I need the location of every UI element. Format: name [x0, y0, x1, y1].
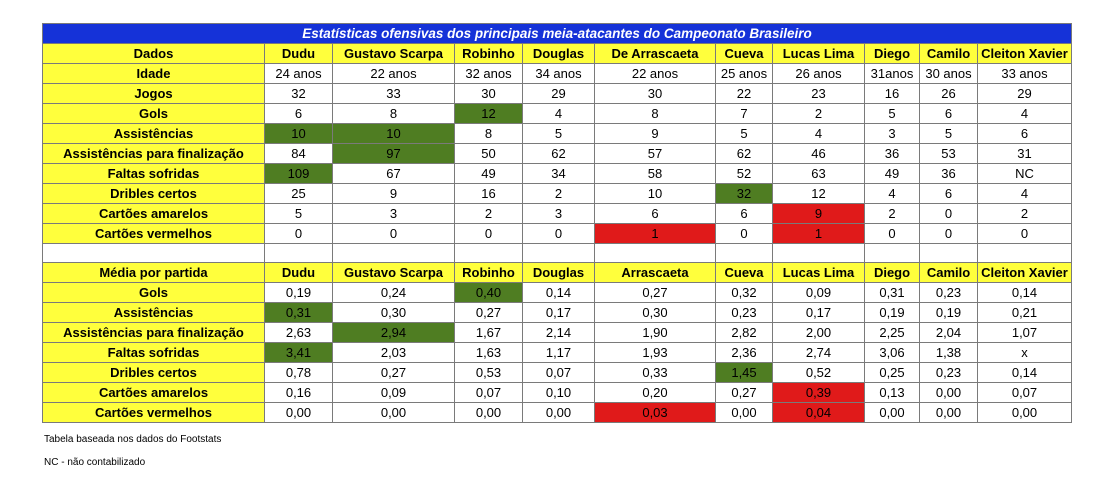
table-row — [43, 164, 1072, 184]
stat-cell: 25 — [265, 184, 333, 204]
stat-cell: 29 — [523, 84, 595, 104]
stat-cell: 1,93 — [595, 343, 716, 363]
stat-cell: 3,06 — [865, 343, 920, 363]
stat-cell: 5 — [865, 104, 920, 124]
stat-cell: 0,53 — [455, 363, 523, 383]
stat-cell: 5 — [265, 204, 333, 224]
stat-cell: 0,30 — [333, 303, 455, 323]
stat-cell: 1,90 — [595, 323, 716, 343]
stat-cell: 0,24 — [333, 283, 455, 303]
stat-cell: 109 — [265, 164, 333, 184]
stat-cell: 12 — [455, 104, 523, 124]
stat-cell: 5 — [523, 124, 595, 144]
row-label: Cartões vermelhos — [43, 403, 265, 423]
empty-cell — [265, 244, 333, 263]
row-label: Gols — [43, 104, 265, 124]
player-header: Lucas Lima — [773, 263, 865, 283]
table-row — [43, 84, 1072, 104]
stats-sheet — [42, 23, 1072, 423]
row-label: Cartões amarelos — [43, 383, 265, 403]
row-label: Idade — [43, 64, 265, 84]
row-label: Assistências — [43, 124, 265, 144]
table-row — [43, 64, 1072, 84]
stat-cell: 0,27 — [595, 283, 716, 303]
stat-cell: NC — [978, 164, 1072, 184]
stat-cell: 0,00 — [920, 403, 978, 423]
stat-cell: 0,30 — [595, 303, 716, 323]
stat-cell: 2,74 — [773, 343, 865, 363]
player-header: Douglas — [523, 44, 595, 64]
stat-cell: 2,36 — [716, 343, 773, 363]
stat-cell: 31 — [978, 144, 1072, 164]
stat-cell: 2,04 — [920, 323, 978, 343]
stat-cell: 0,16 — [265, 383, 333, 403]
stat-cell: 1,63 — [455, 343, 523, 363]
stat-cell: 49 — [455, 164, 523, 184]
stat-cell: 33 anos — [978, 64, 1072, 84]
stat-cell: 0 — [523, 224, 595, 244]
stat-cell: 0,07 — [455, 383, 523, 403]
stat-cell: 84 — [265, 144, 333, 164]
stat-cell: 22 anos — [333, 64, 455, 84]
stat-cell: 0,10 — [523, 383, 595, 403]
stat-cell: 0,19 — [865, 303, 920, 323]
stat-cell: 25 anos — [716, 64, 773, 84]
stat-cell: 9 — [333, 184, 455, 204]
player-header: Lucas Lima — [773, 44, 865, 64]
stat-cell: 32 anos — [455, 64, 523, 84]
stat-cell: 0,32 — [716, 283, 773, 303]
stat-cell: 0,04 — [773, 403, 865, 423]
empty-cell — [43, 244, 265, 263]
stat-cell: 62 — [523, 144, 595, 164]
stat-cell: 2,03 — [333, 343, 455, 363]
stat-cell: 1,07 — [978, 323, 1072, 343]
table-row — [43, 403, 1072, 423]
stat-cell: 5 — [920, 124, 978, 144]
section-header-label: Média por partida — [43, 263, 265, 283]
stat-cell: 22 — [716, 84, 773, 104]
player-header: Camilo — [920, 44, 978, 64]
stat-cell: 0,13 — [865, 383, 920, 403]
stat-cell: 0 — [265, 224, 333, 244]
header-row — [43, 263, 1072, 283]
table-row — [43, 144, 1072, 164]
stat-cell: 49 — [865, 164, 920, 184]
stat-cell: 24 anos — [265, 64, 333, 84]
stat-cell: 0,00 — [333, 403, 455, 423]
player-header: Cleiton Xavier — [978, 44, 1072, 64]
stat-cell: 0,00 — [455, 403, 523, 423]
stat-cell: 2 — [978, 204, 1072, 224]
spacer-row — [43, 244, 1072, 263]
stat-cell: 2,00 — [773, 323, 865, 343]
stat-cell: 0,14 — [523, 283, 595, 303]
player-header: Diego — [865, 44, 920, 64]
stat-cell: 2,25 — [865, 323, 920, 343]
player-header: Gustavo Scarpa — [333, 263, 455, 283]
row-label: Gols — [43, 283, 265, 303]
stat-cell: 30 anos — [920, 64, 978, 84]
stat-cell: 0,14 — [978, 283, 1072, 303]
stat-cell: 6 — [716, 204, 773, 224]
stat-cell: 1,45 — [716, 363, 773, 383]
stat-cell: 0,03 — [595, 403, 716, 423]
stat-cell: 46 — [773, 144, 865, 164]
stat-cell: 3 — [865, 124, 920, 144]
row-label: Jogos — [43, 84, 265, 104]
stat-cell: 29 — [978, 84, 1072, 104]
stat-cell: 4 — [523, 104, 595, 124]
stat-cell: 0,00 — [716, 403, 773, 423]
section-header-label: Dados — [43, 44, 265, 64]
stat-cell: 62 — [716, 144, 773, 164]
stat-cell: 23 — [773, 84, 865, 104]
stat-cell: 2 — [455, 204, 523, 224]
source-note: Tabela baseada nos dados do Footstats — [44, 434, 222, 445]
stat-cell: 0,19 — [265, 283, 333, 303]
stat-cell: 53 — [920, 144, 978, 164]
stat-cell: 0,52 — [773, 363, 865, 383]
stat-cell: 0,00 — [265, 403, 333, 423]
empty-cell — [920, 244, 978, 263]
row-label: Dribles certos — [43, 184, 265, 204]
stat-cell: 0,23 — [716, 303, 773, 323]
stat-cell: 3 — [523, 204, 595, 224]
stat-cell: 0,31 — [265, 303, 333, 323]
stat-cell: 57 — [595, 144, 716, 164]
stat-cell: 0,00 — [978, 403, 1072, 423]
player-header: De Arrascaeta — [595, 44, 716, 64]
stat-cell: 2 — [523, 184, 595, 204]
row-label: Dribles certos — [43, 363, 265, 383]
stat-cell: 52 — [716, 164, 773, 184]
stat-cell: 16 — [455, 184, 523, 204]
stat-cell: 63 — [773, 164, 865, 184]
row-label: Assistências para finalização — [43, 323, 265, 343]
stat-cell: 58 — [595, 164, 716, 184]
stat-cell: 2 — [773, 104, 865, 124]
row-label: Faltas sofridas — [43, 343, 265, 363]
player-header: Dudu — [265, 44, 333, 64]
table-row — [43, 124, 1072, 144]
stat-cell: 5 — [716, 124, 773, 144]
stat-cell: 97 — [333, 144, 455, 164]
stat-cell: 1 — [773, 224, 865, 244]
stat-cell: 4 — [773, 124, 865, 144]
stat-cell: 0,09 — [773, 283, 865, 303]
stat-cell: 3 — [333, 204, 455, 224]
stat-cell: 0,27 — [455, 303, 523, 323]
player-header: Douglas — [523, 263, 595, 283]
stat-cell: 9 — [595, 124, 716, 144]
stat-cell: 0,33 — [595, 363, 716, 383]
stat-cell: 2,63 — [265, 323, 333, 343]
stat-cell: 4 — [978, 104, 1072, 124]
empty-cell — [865, 244, 920, 263]
table-row — [43, 184, 1072, 204]
stat-cell: 0,27 — [716, 383, 773, 403]
stat-cell: 1,38 — [920, 343, 978, 363]
player-header: Dudu — [265, 263, 333, 283]
table-title: Estatísticas ofensivas dos principais meia-atacantes do Campeonato Brasileiro — [43, 24, 1072, 44]
table-row — [43, 283, 1072, 303]
table-row — [43, 323, 1072, 343]
table-row — [43, 303, 1072, 323]
stat-cell: 0 — [716, 224, 773, 244]
player-header: Cleiton Xavier — [978, 263, 1072, 283]
empty-cell — [455, 244, 523, 263]
player-header: Robinho — [455, 44, 523, 64]
empty-cell — [333, 244, 455, 263]
stat-cell: 0 — [920, 224, 978, 244]
stat-cell: 12 — [773, 184, 865, 204]
row-label: Cartões vermelhos — [43, 224, 265, 244]
stat-cell: 9 — [773, 204, 865, 224]
stat-cell: 0,21 — [978, 303, 1072, 323]
stat-cell: 0 — [455, 224, 523, 244]
stat-cell: 36 — [865, 144, 920, 164]
stat-cell: 6 — [265, 104, 333, 124]
stat-cell: 0,78 — [265, 363, 333, 383]
stat-cell: 1,17 — [523, 343, 595, 363]
stat-cell: 16 — [865, 84, 920, 104]
stat-cell: 0 — [865, 224, 920, 244]
stat-cell: 0,31 — [865, 283, 920, 303]
stat-cell: 0,17 — [523, 303, 595, 323]
stat-cell: 1,67 — [455, 323, 523, 343]
stat-cell: 10 — [265, 124, 333, 144]
stat-cell: 0,23 — [920, 363, 978, 383]
player-header: Arrascaeta — [595, 263, 716, 283]
table-row — [43, 343, 1072, 363]
table-row — [43, 363, 1072, 383]
player-header: Camilo — [920, 263, 978, 283]
stat-cell: 0 — [333, 224, 455, 244]
stat-cell: 0 — [920, 204, 978, 224]
stat-cell: 10 — [333, 124, 455, 144]
stat-cell: 34 — [523, 164, 595, 184]
stat-cell: 1 — [595, 224, 716, 244]
stat-cell: 67 — [333, 164, 455, 184]
stat-cell: 26 — [920, 84, 978, 104]
stat-cell: 32 — [265, 84, 333, 104]
stats-table — [42, 23, 1072, 423]
empty-cell — [773, 244, 865, 263]
stat-cell: 2,94 — [333, 323, 455, 343]
table-row — [43, 383, 1072, 403]
nc-note: NC - não contabilizado — [44, 457, 146, 468]
stat-cell: 30 — [595, 84, 716, 104]
table-row — [43, 224, 1072, 244]
stat-cell: 2,82 — [716, 323, 773, 343]
stat-cell: 2,14 — [523, 323, 595, 343]
stat-cell: 0,19 — [920, 303, 978, 323]
player-header: Cueva — [716, 44, 773, 64]
empty-cell — [523, 244, 595, 263]
player-header: Cueva — [716, 263, 773, 283]
stat-cell: 0 — [978, 224, 1072, 244]
stat-cell: 6 — [920, 104, 978, 124]
stat-cell: 32 — [716, 184, 773, 204]
stat-cell: 8 — [333, 104, 455, 124]
empty-cell — [716, 244, 773, 263]
stat-cell: 8 — [595, 104, 716, 124]
stat-cell: 0,07 — [978, 383, 1072, 403]
stat-cell: 0,23 — [920, 283, 978, 303]
stat-cell: 0,27 — [333, 363, 455, 383]
stat-cell: 7 — [716, 104, 773, 124]
row-label: Assistências — [43, 303, 265, 323]
stat-cell: 0,17 — [773, 303, 865, 323]
stat-cell: 10 — [595, 184, 716, 204]
row-label: Cartões amarelos — [43, 204, 265, 224]
stat-cell: 0,00 — [523, 403, 595, 423]
header-row — [43, 44, 1072, 64]
player-header: Diego — [865, 263, 920, 283]
stat-cell: 0,20 — [595, 383, 716, 403]
stat-cell: 30 — [455, 84, 523, 104]
stat-cell: 0,07 — [523, 363, 595, 383]
stat-cell: 0,09 — [333, 383, 455, 403]
row-label: Assistências para finalização — [43, 144, 265, 164]
table-row — [43, 204, 1072, 224]
stat-cell: 0,14 — [978, 363, 1072, 383]
empty-cell — [978, 244, 1072, 263]
stat-cell: 2 — [865, 204, 920, 224]
stat-cell: 50 — [455, 144, 523, 164]
row-label: Faltas sofridas — [43, 164, 265, 184]
player-header: Robinho — [455, 263, 523, 283]
stat-cell: 0,25 — [865, 363, 920, 383]
stat-cell: 4 — [978, 184, 1072, 204]
stat-cell: 3,41 — [265, 343, 333, 363]
stat-cell: 6 — [920, 184, 978, 204]
empty-cell — [595, 244, 716, 263]
stat-cell: 36 — [920, 164, 978, 184]
stat-cell: x — [978, 343, 1072, 363]
stat-cell: 8 — [455, 124, 523, 144]
stat-cell: 6 — [978, 124, 1072, 144]
stat-cell: 6 — [595, 204, 716, 224]
table-row — [43, 104, 1072, 124]
stat-cell: 31anos — [865, 64, 920, 84]
stat-cell: 0,00 — [920, 383, 978, 403]
stat-cell: 26 anos — [773, 64, 865, 84]
player-header: Gustavo Scarpa — [333, 44, 455, 64]
stat-cell: 33 — [333, 84, 455, 104]
stat-cell: 0,39 — [773, 383, 865, 403]
stat-cell: 4 — [865, 184, 920, 204]
stat-cell: 0,00 — [865, 403, 920, 423]
stat-cell: 22 anos — [595, 64, 716, 84]
stat-cell: 34 anos — [523, 64, 595, 84]
stat-cell: 0,40 — [455, 283, 523, 303]
